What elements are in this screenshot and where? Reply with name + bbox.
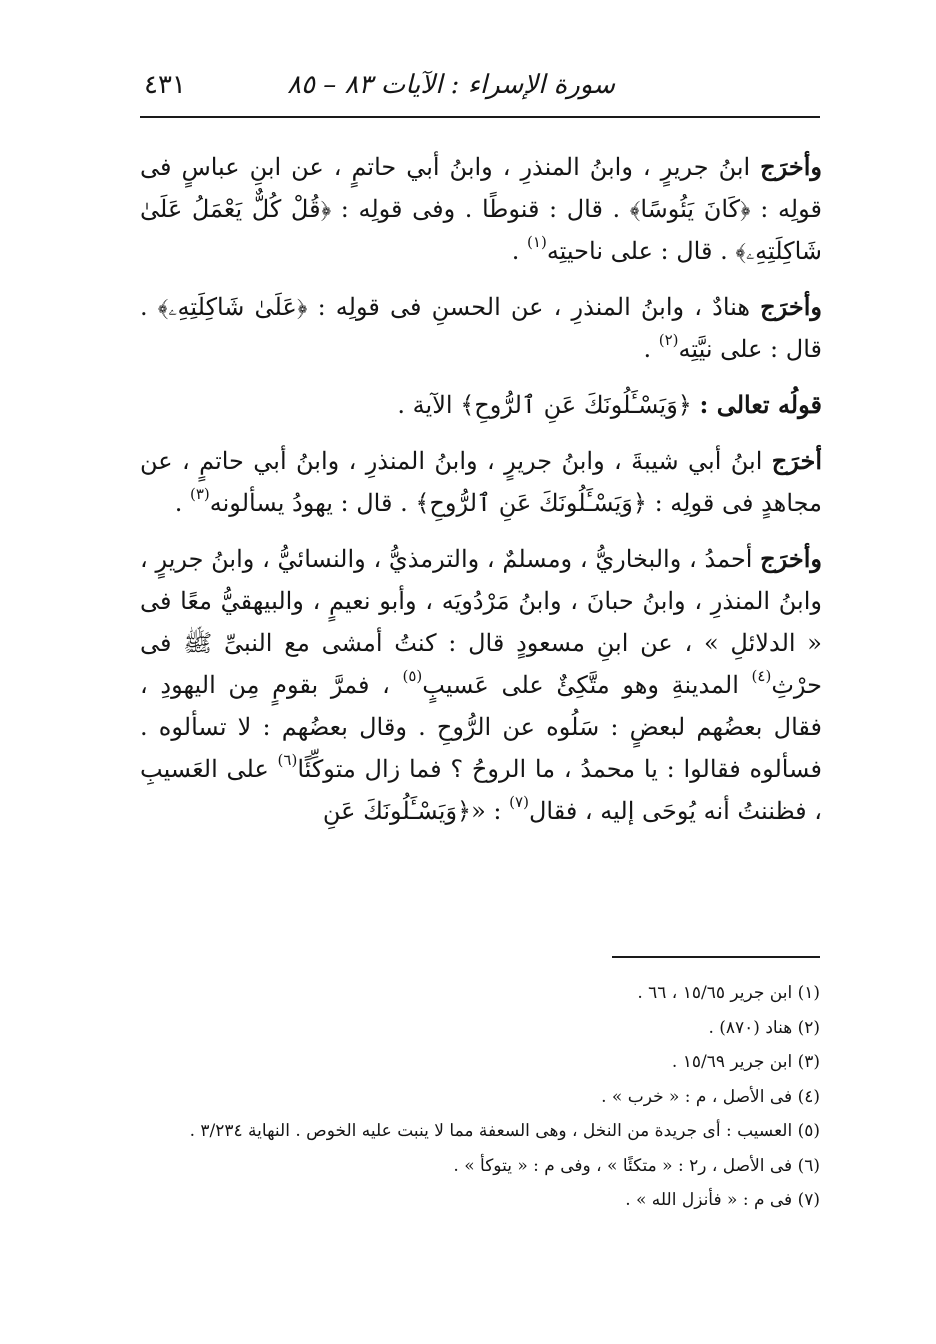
footnote-ref: (٥) [402, 667, 423, 685]
paragraph-text: : «﴿وَيَسْـَٔلُونَكَ عَنِ [322, 797, 510, 825]
paragraph-text: ، فمرَّ بقومٍ مِن اليهودِ ، فقال بعضُهم لبعضٍ : سَلُوه عن الرُّوحِ . وقال بعضُهم : لا تسألوه . فسألوه فقالوا : يا محمدُ ، ما الروحُ ؟ فما زال متوكِّئًا [140, 671, 823, 783]
paragraph [140, 440, 822, 524]
paragraph-text: ابنُ أبي شيبةَ ، وابنُ جريرٍ ، وابنُ المنذرِ ، وابنُ أبي حاتمٍ ، عن مجاهدٍ فى قولِه : ﴿وَيَسْـَٔلُونَكَ عَنِ ٱلرُّوحِ﴾ . قال : يهودُ يسألونه [140, 447, 822, 517]
footnote-ref: (٤) [751, 667, 772, 685]
paragraph-lead: وأخرَج [760, 544, 822, 573]
paragraph [140, 286, 822, 370]
paragraph-text: ابنُ جريرٍ ، وابنُ المنذرِ ، وابنُ أبي حاتمٍ ، عن ابنِ عباسٍ فى قولِه : ﴿كَانَ يَئُوسًا﴾ . قال : قنوطًا . وفى قولِه : ﴿قُلْ كُلٌّ يَعْمَلُ عَلَىٰ شَاكِلَتِهِۦ﴾ . قال : على ناحيتِه [140, 153, 822, 265]
footnote-ref: (١) [527, 233, 547, 251]
paragraph-tail: . [643, 335, 659, 363]
paragraph-lead: وأخرَج [760, 292, 822, 321]
footnote: (٥) العسيب : أى جريدة من النخل ، وهى السعفة مما لا ينبت عليه الخوص . النهاية ٣/٢٣٤ . [189, 1121, 820, 1141]
paragraph [140, 538, 822, 832]
paragraph-tail: . [511, 237, 528, 265]
paragraph-tail: . [174, 489, 190, 517]
paragraph-text: هنادٌ ، وابنُ المنذرِ ، عن الحسنِ فى قولِه : ﴿عَلَىٰ شَاكِلَتِهِۦ﴾ . قال : على نيَّتِه [140, 293, 822, 363]
footnote: (٣) ابن جرير ١٥/٦٩ . [671, 1052, 820, 1072]
header-title: سورة الإسراء : الآيات ٨٣ – ٨٥ [287, 70, 615, 100]
footnote: (٤) فى الأصل ، م : « خرب » . [601, 1086, 820, 1107]
paragraph-lead: أخرَج [771, 446, 822, 475]
header-rule [140, 116, 820, 118]
footnote-ref: (٧) [509, 793, 529, 811]
paragraph-text: المدينةِ وهو متَّكِئٌ على عَسيبٍ [422, 671, 752, 699]
paragraph-lead: وأخرَج [760, 152, 822, 181]
footnote: (٦) فى الأصل ، ر٢ : « متكئًا » ، وفى م : « يتوكأ » . [453, 1155, 820, 1176]
footnote-ref: (٦) [277, 751, 298, 769]
main-text [140, 146, 822, 846]
paragraph-lead: قولُه تعالى : [699, 390, 822, 419]
paragraph-text: أحمدُ ، والبخاريُّ ، ومسلمٌ ، والترمذيُّ ، والنسائيُّ ، وابنُ جريرٍ ، وابنُ المنذرِ ، وابنُ حبانَ ، وابنُ مَرْدُويَه ، وأبو نعيمٍ ، والبيهقيُّ معًا فى « الدلائلِ » ، عن ابنِ مسعودٍ قال : كنتُ أمشى مع النبىِّ ﷺ فى حرْثِ [140, 545, 822, 699]
footnote-rule [612, 956, 820, 958]
paragraph [140, 146, 822, 272]
footnote: (٧) فى م : « فأنزل الله » . [625, 1190, 820, 1210]
footnote: (١) ابن جرير ١٥/٦٥ ، ٦٦ . [637, 983, 820, 1003]
footnotes [150, 976, 820, 1218]
footnote: (٢) هناد (٨٧٠) . [708, 1017, 820, 1038]
paragraph-text: ﴿وَيَسْـَٔلُونَكَ عَنِ ٱلرُّوحِ﴾ الآية . [397, 391, 700, 419]
verse-heading [140, 384, 822, 426]
paragraph-text: على العَسيبِ ، فظننتُ أنه يُوحَى إليه ، فقال [140, 755, 822, 825]
running-header [140, 62, 820, 112]
footnote-ref: (٢) [658, 331, 679, 349]
footnote-ref: (٣) [189, 485, 210, 503]
page-number: ٤٣١ [144, 70, 186, 100]
